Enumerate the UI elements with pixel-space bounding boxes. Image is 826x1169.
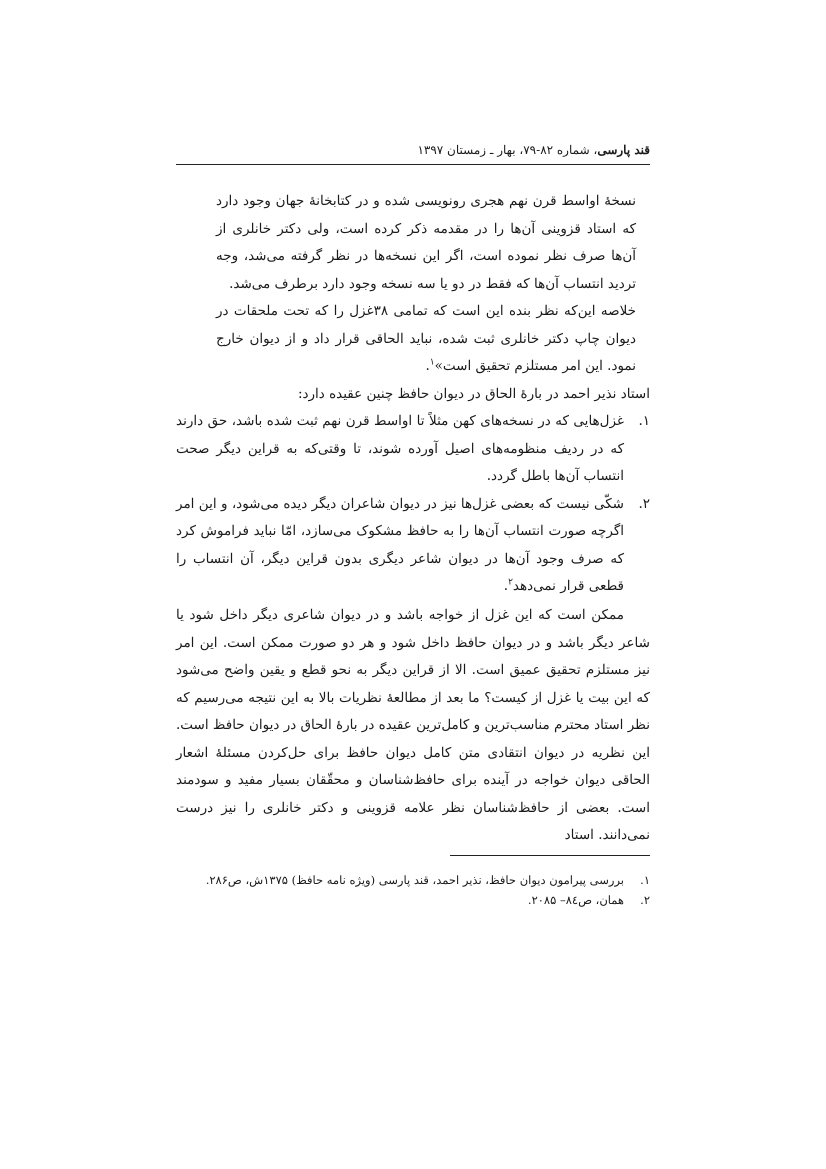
numbered-list — [176, 408, 650, 601]
footnote-ref-1: ۱ — [429, 357, 435, 368]
footnote-text: همان، ص۸٤– ۲۰۸۵. — [527, 893, 624, 907]
list-item-number: ۲. — [638, 495, 650, 512]
quote-paragraph-2-text: خلاصه این‌که نظر بنده این است که تمامی ۳۸غزل را که تحت ملحقات در دیوان چاپ دکتر خانلری ثبت شده، نباید الحاقی قرار داد و از دیوان خارج نمود. این امر مستلزم تحقیق است» — [216, 303, 636, 374]
list-item-number: ۱. — [638, 413, 650, 429]
running-header — [176, 140, 650, 160]
list-item — [176, 408, 650, 491]
footnote — [176, 890, 650, 910]
footnote — [176, 870, 650, 890]
quote-paragraph-1: نسخهٔ اواسط قرن نهم هجری رونویسی شده و در کتابخانهٔ جهان وجود دارد که استاد قزوینی آن‌ها را در مقدمه ذکر کرده است، ولی دکتر خانلری از آن‌ها صرف نظر نموده است، اگر این نسخه‌ها در نظر گرفته می‌شد، وجه تردید انتساب آن‌ها که فقط در دو یا سه نسخه وجود دارد برطرف می‌شد. — [216, 193, 636, 292]
journal-title: قند پارسی — [597, 143, 650, 157]
issue-info: ، شماره ۸۲-۷۹، بهار ـ زمستان ۱۳۹۷ — [417, 143, 598, 157]
footnote-number: ۱. — [640, 873, 650, 887]
footnote-rule — [450, 855, 650, 856]
intro-paragraph: استاد نذیر احمد در بارهٔ الحاق در دیوان حافظ چنین عقیده دارد: — [297, 386, 650, 402]
footnote-number: ۲. — [640, 893, 650, 907]
footnote-text: بررسی پیرامون دیوان حافظ، نذیر احمد، قند پارسی (ویژه نامه حافظ) ۱۳۷۵ش، ص۲۸۶. — [205, 873, 624, 887]
block-quote — [216, 188, 636, 381]
header-rule — [176, 164, 650, 165]
list-item-end: . — [503, 578, 509, 594]
footnote-ref-2: ۲ — [508, 577, 513, 588]
quote-paragraph-2 — [216, 298, 636, 381]
list-item — [176, 491, 650, 601]
body-paragraph: ممکن است که این غزل از خواجه باشد و در دیوان شاعری دیگر داخل شود یا شاعر دیگر باشد و در دیوان حافظ داخل شود و هر دو صورت ممکن است. این امر نیز مستلزم تحقیق عمیق است. الا از قراین دیگر به نحو قطع و یقین واضح می‌شود که این بیت یا غزل از کیست؟ ما بعد از مطالعهٔ نظریات بالا به این نتیجه می‌رسیم که نظر استاد محترم مناسب‌ترین و کامل‌ترین عقیده در بارهٔ الحاق در دیوان حافظ است. این نظریه در دیوان انتقادی متن کامل دیوان حافظ برای حل‌کردن مسئلهٔ اشعار الحاقی دیوان خواجه در آینده برای حافظ‌شناسان و محقّقان بسیار مفید و سودمند است. بعضی از حافظ‌شناسان نظر علامه قزوینی و دکتر خانلری را نیز درست نمی‌دانند. استاد — [176, 607, 650, 843]
quote-paragraph-2-end: . — [425, 358, 430, 374]
list-item-text: شکّی نیست که بعضی غزل‌ها نیز در دیوان شاعران دیگر دیده می‌شود، و این امر اگرچه صورت انتساب آن‌ها را به حافظ مشکوک می‌سازد، امّا نباید فراموش کرد که صرف وجود آن‌ها در دیوان شاعر دیگری بدون قراین دیگر، آن انتساب را قطعی قرار نمی‌دهد — [176, 495, 624, 594]
footnotes — [176, 870, 650, 910]
list-item-text: غزل‌هایی که در نسخه‌های کهن مثلاً تا اواسط قرن نهم ثبت شده باشد، حق دارند که در ردیف منظومه‌های اصیل آورده شوند، تا وقتی‌که به قراین دیگر صحت انتساب آن‌ها باطل گردد. — [176, 413, 624, 484]
